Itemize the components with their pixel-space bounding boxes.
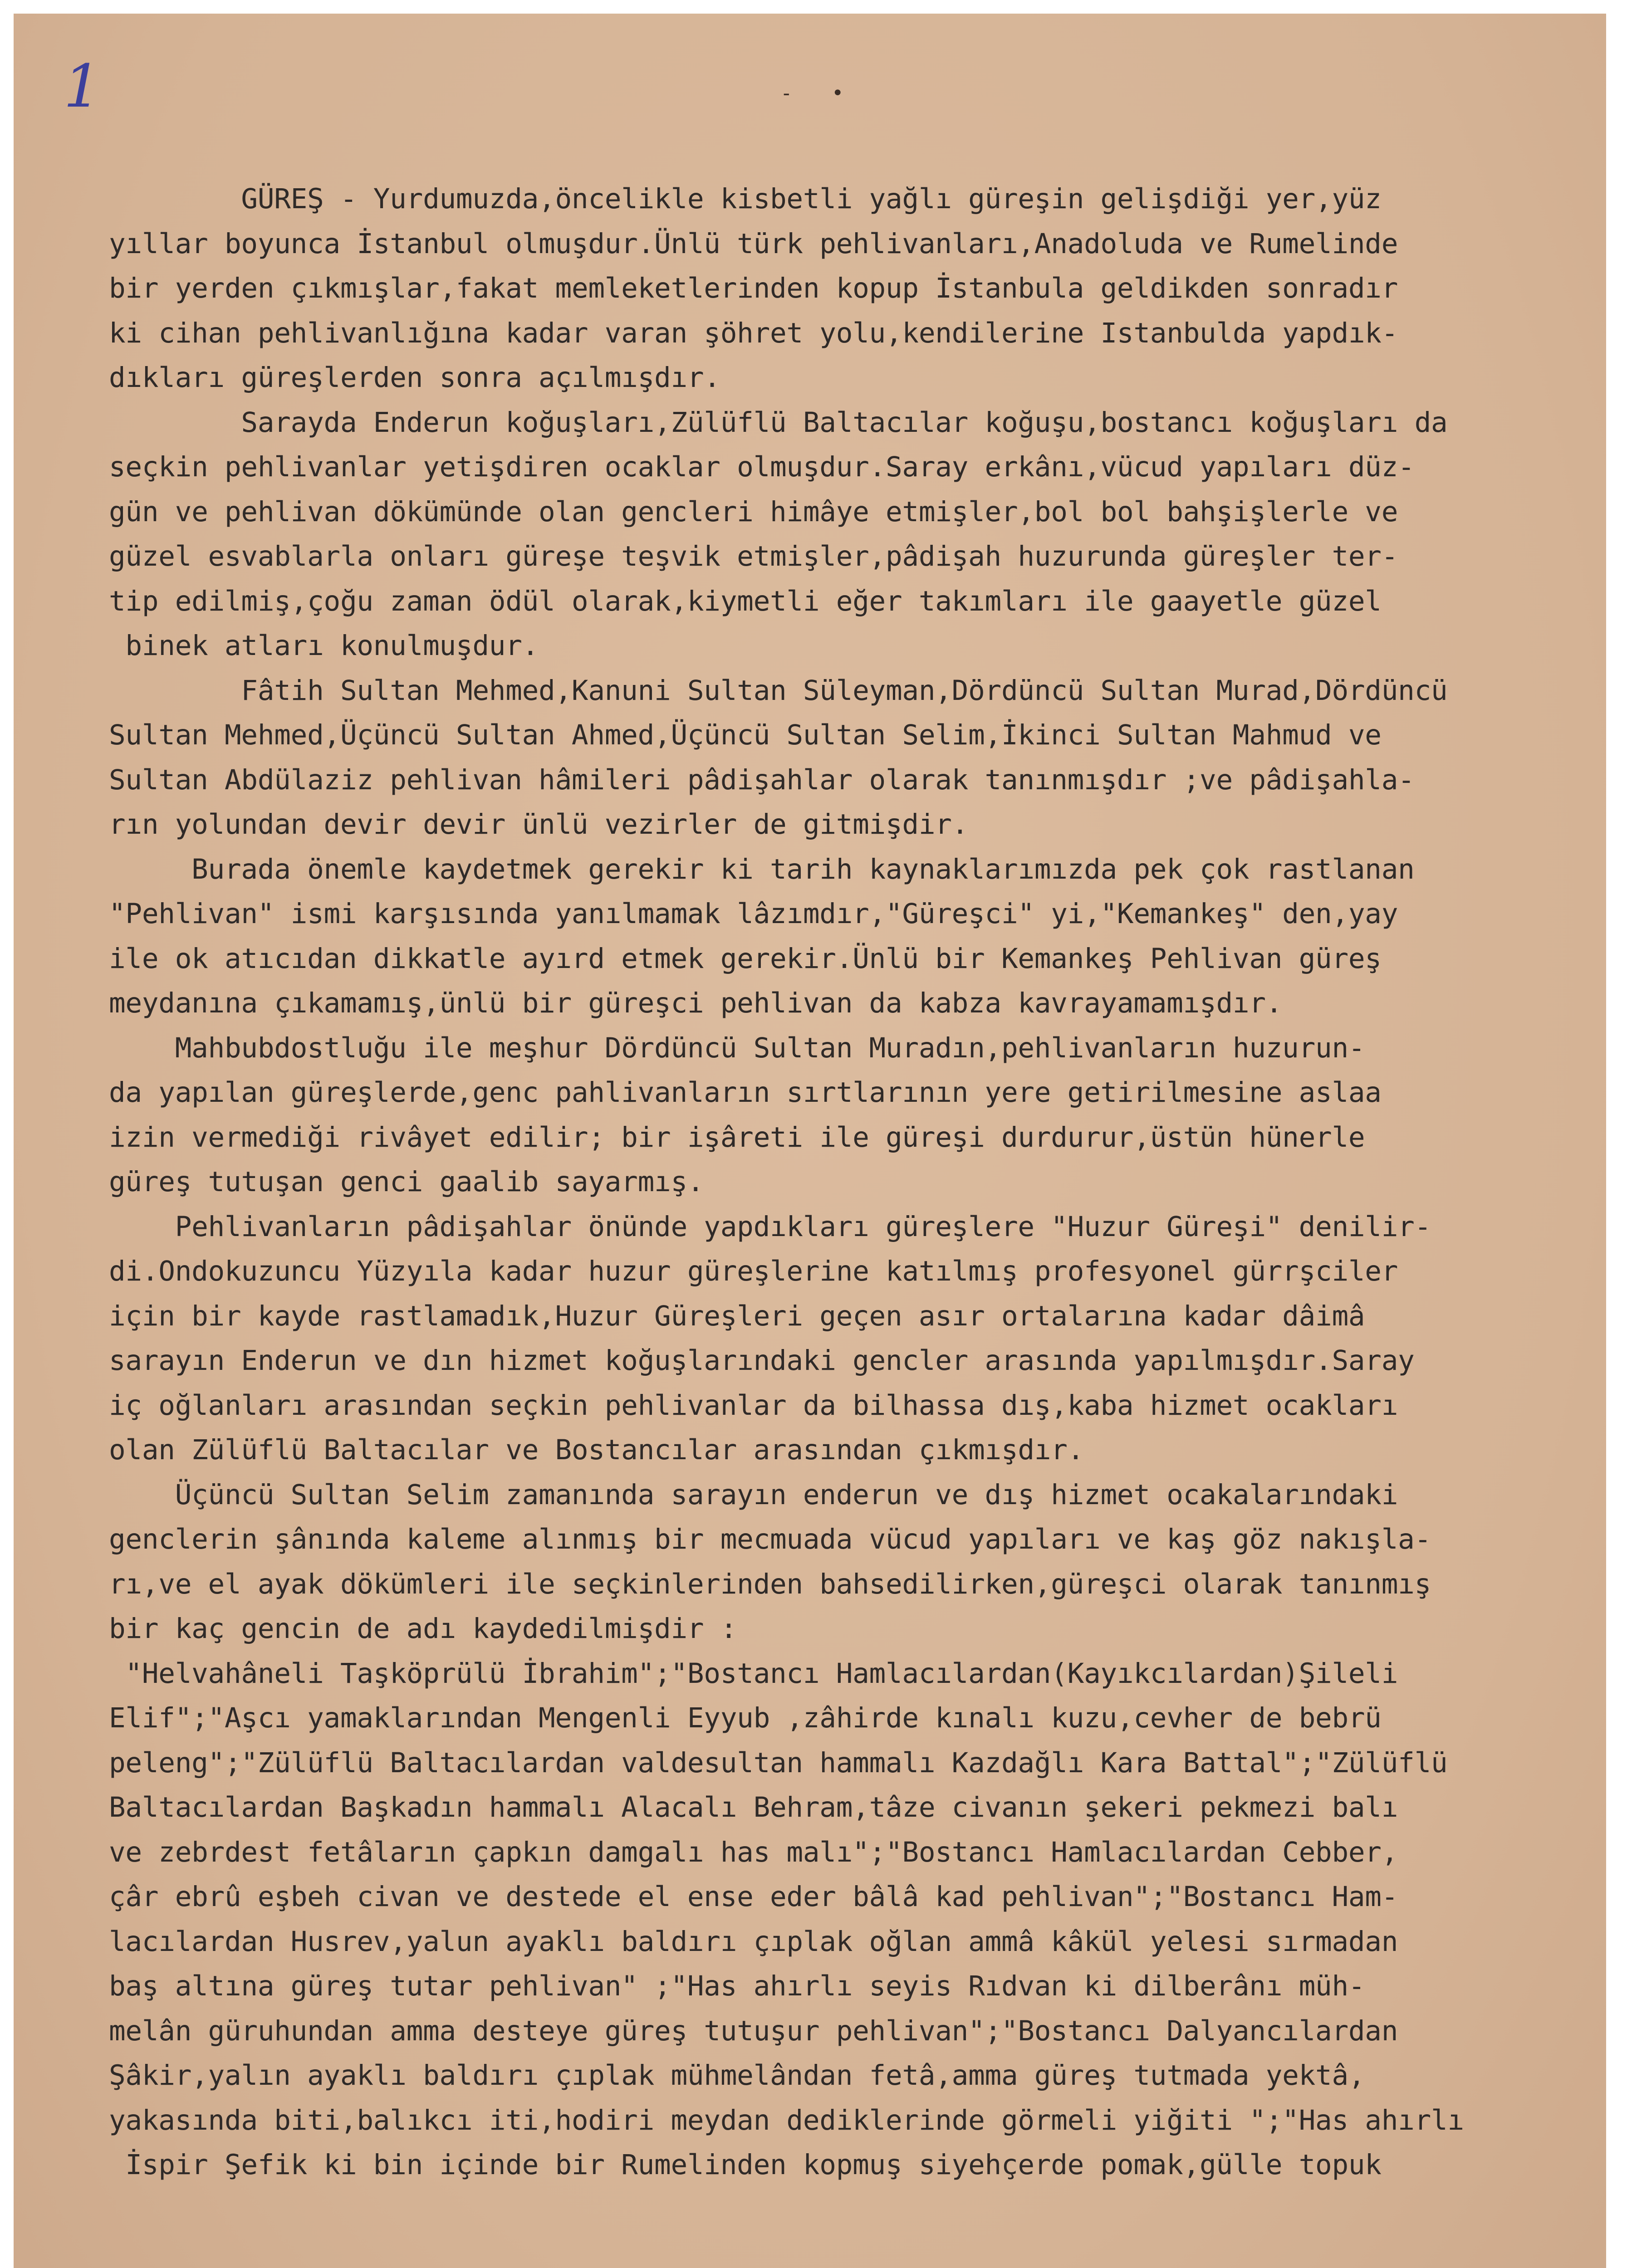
text-line: bir yerden çıkmışlar,fakat memleketlerinden kopup İstanbula geldikden sonradır bbox=[109, 272, 1398, 304]
text-line: da yapılan güreşlerde,genc pahlivanların sırtlarının yere getirilmesine aslaa bbox=[109, 1076, 1382, 1109]
text-line: tip edilmiş,çoğu zaman ödül olarak,kiymetli eğer takımları ile gaayetle güzel bbox=[109, 585, 1382, 617]
text-line: rın yolundan devir devir ünlü vezirler de gitmişdir. bbox=[109, 808, 969, 841]
text-line: bir kaç gencin de adı kaydedilmişdir : bbox=[109, 1613, 737, 1645]
text-line: rı,ve el ayak dökümleri ile seçkinlerinden bahsedilirken,güreşci olarak tanınmış bbox=[109, 1568, 1431, 1600]
text-line: dıkları güreşlerden sonra açılmışdır. bbox=[109, 362, 720, 394]
text-line: Fâtih Sultan Mehmed,Kanuni Sultan Süleyman,Dördüncü Sultan Murad,Dördüncü bbox=[109, 674, 1448, 707]
text-line: "Helvahâneli Taşköprülü İbrahim";"Bostancı Hamlacılardan(Kayıkcılardan)Şileli bbox=[109, 1657, 1398, 1690]
text-line: peleng";"Zülüflü Baltacılardan valdesultan hammalı Kazdağlı Kara Battal";"Zülüflü bbox=[109, 1746, 1448, 1779]
document-page bbox=[14, 14, 1606, 2268]
text-line: çâr ebrû eşbeh civan ve destede el ense eder bâlâ kad pehlivan";"Bostancı Ham- bbox=[109, 1881, 1398, 1913]
text-line: yıllar boyunca İstanbul olmuşdur.Ünlü türk pehlivanları,Anadoluda ve Rumelinde bbox=[109, 227, 1398, 260]
text-line: "Pehlivan" ismi karşısında yanılmamak lâzımdır,"Güreşci" yi,"Kemankeş" den,yay bbox=[109, 898, 1398, 930]
text-line: genclerin şânında kaleme alınmış bir mecmuada vücud yapıları ve kaş göz nakışla- bbox=[109, 1523, 1431, 1555]
text-line: iç oğlanları arasından seçkin pehlivanlar da bilhassa dış,kaba hizmet ocakları bbox=[109, 1389, 1398, 1422]
text-line: baş altına güreş tutar pehlivan" ;"Has ahırlı seyis Rıdvan ki dilberânı müh- bbox=[109, 1970, 1365, 2002]
text-line: Sarayda Enderun koğuşları,Zülüflü Baltacılar koğuşu,bostancı koğuşları da bbox=[109, 406, 1448, 439]
page-number: 1 bbox=[64, 52, 101, 121]
text-line: güzel esvablarla onları güreşe teşvik etmişler,pâdişah huzurunda güreşler ter- bbox=[109, 540, 1398, 572]
text-line: Elif";"Aşcı yamaklarından Mengenli Eyyub ,zâhirde kınalı kuzu,cevher de bebrü bbox=[109, 1702, 1382, 1734]
text-line: ve zebrdest fetâların çapkın damgalı has malı";"Bostancı Hamlacılardan Cebber, bbox=[109, 1836, 1398, 1868]
text-line: Pehlivanların pâdişahlar önünde yapdıkları güreşlere "Huzur Güreşi" denilir- bbox=[109, 1210, 1431, 1243]
text-line: lacılardan Husrev,yalun ayaklı baldırı çıplak oğlan ammâ kâkül yelesi sırmadan bbox=[109, 1925, 1398, 1958]
text-line: için bir kayde rastlamadık,Huzur Güreşleri geçen asır ortalarına kadar dâimâ bbox=[109, 1300, 1365, 1332]
text-line: gün ve pehlivan dökümünde olan gencleri himâye etmişler,bol bol bahşişlerle ve bbox=[109, 495, 1398, 528]
header-mark: - • bbox=[780, 82, 858, 105]
text-line: ile ok atıcıdan dikkatle ayırd etmek gerekir.Ünlü bir Kemankeş Pehlivan güreş bbox=[109, 942, 1382, 975]
text-line: ki cihan pehlivanlığına kadar varan şöhret yolu,kendilerine Istanbulda yapdık- bbox=[109, 317, 1398, 349]
text-line: izin vermediği rivâyet edilir; bir işâreti ile güreşi durdurur,üstün hünerle bbox=[109, 1121, 1365, 1154]
text-line: olan Zülüflü Baltacılar ve Bostancılar arasından çıkmışdır. bbox=[109, 1434, 1084, 1466]
text-line: yakasında biti,balıkcı iti,hodiri meydan dediklerinde görmeli yiğiti ";"Has ahırlı bbox=[109, 2104, 1464, 2136]
text-line: Baltacılardan Başkadın hammalı Alacalı Behram,tâze civanın şekeri pekmezi balı bbox=[109, 1791, 1398, 1823]
text-line: İspir Şefik ki bin içinde bir Rumelinden kopmuş siyehçerde pomak,gülle topuk bbox=[109, 2149, 1382, 2181]
text-line: Mahbubdostluğu ile meşhur Dördüncü Sultan Muradın,pehlivanların huzurun- bbox=[109, 1031, 1365, 1064]
text-line: di.Ondokuzuncu Yüzyıla kadar huzur güreşlerine katılmış profesyonel gürrşciler bbox=[109, 1255, 1398, 1287]
text-line: Sultan Mehmed,Üçüncü Sultan Ahmed,Üçüncü Sultan Selim,İkinci Sultan Mahmud ve bbox=[109, 719, 1382, 751]
text-line: Üçüncü Sultan Selim zamanında sarayın enderun ve dış hizmet ocakalarındaki bbox=[109, 1478, 1398, 1511]
typewritten-text bbox=[109, 177, 1574, 2188]
text-line: sarayın Enderun ve dın hizmet koğuşlarındaki gencler arasında yapılmışdır.Saray bbox=[109, 1344, 1415, 1377]
text-line: melân güruhundan amma desteye güreş tutuşur pehlivan";"Bostancı Dalyancılardan bbox=[109, 2014, 1398, 2047]
text-line: Burada önemle kaydetmek gerekir ki tarih kaynaklarımızda pek çok rastlanan bbox=[109, 853, 1415, 885]
text-line: meydanına çıkamamış,ünlü bir güreşci pehlivan da kabza kavrayamamışdır. bbox=[109, 987, 1283, 1019]
text-line: Şâkir,yalın ayaklı baldırı çıplak mühmelândan fetâ,amma güreş tutmada yektâ, bbox=[109, 2059, 1365, 2092]
text-line: güreş tutuşan genci gaalib sayarmış. bbox=[109, 1166, 704, 1198]
text-line: GÜREŞ - Yurdumuzda,öncelikle kisbetli yağlı güreşin gelişdiği yer,yüz bbox=[109, 183, 1382, 215]
text-line: Sultan Abdülaziz pehlivan hâmileri pâdişahlar olarak tanınmışdır ;ve pâdişahla- bbox=[109, 763, 1415, 796]
text-line: seçkin pehlivanlar yetişdiren ocaklar olmuşdur.Saray erkânı,vücud yapıları düz- bbox=[109, 451, 1415, 483]
text-line: binek atları konulmuşdur. bbox=[109, 630, 539, 662]
